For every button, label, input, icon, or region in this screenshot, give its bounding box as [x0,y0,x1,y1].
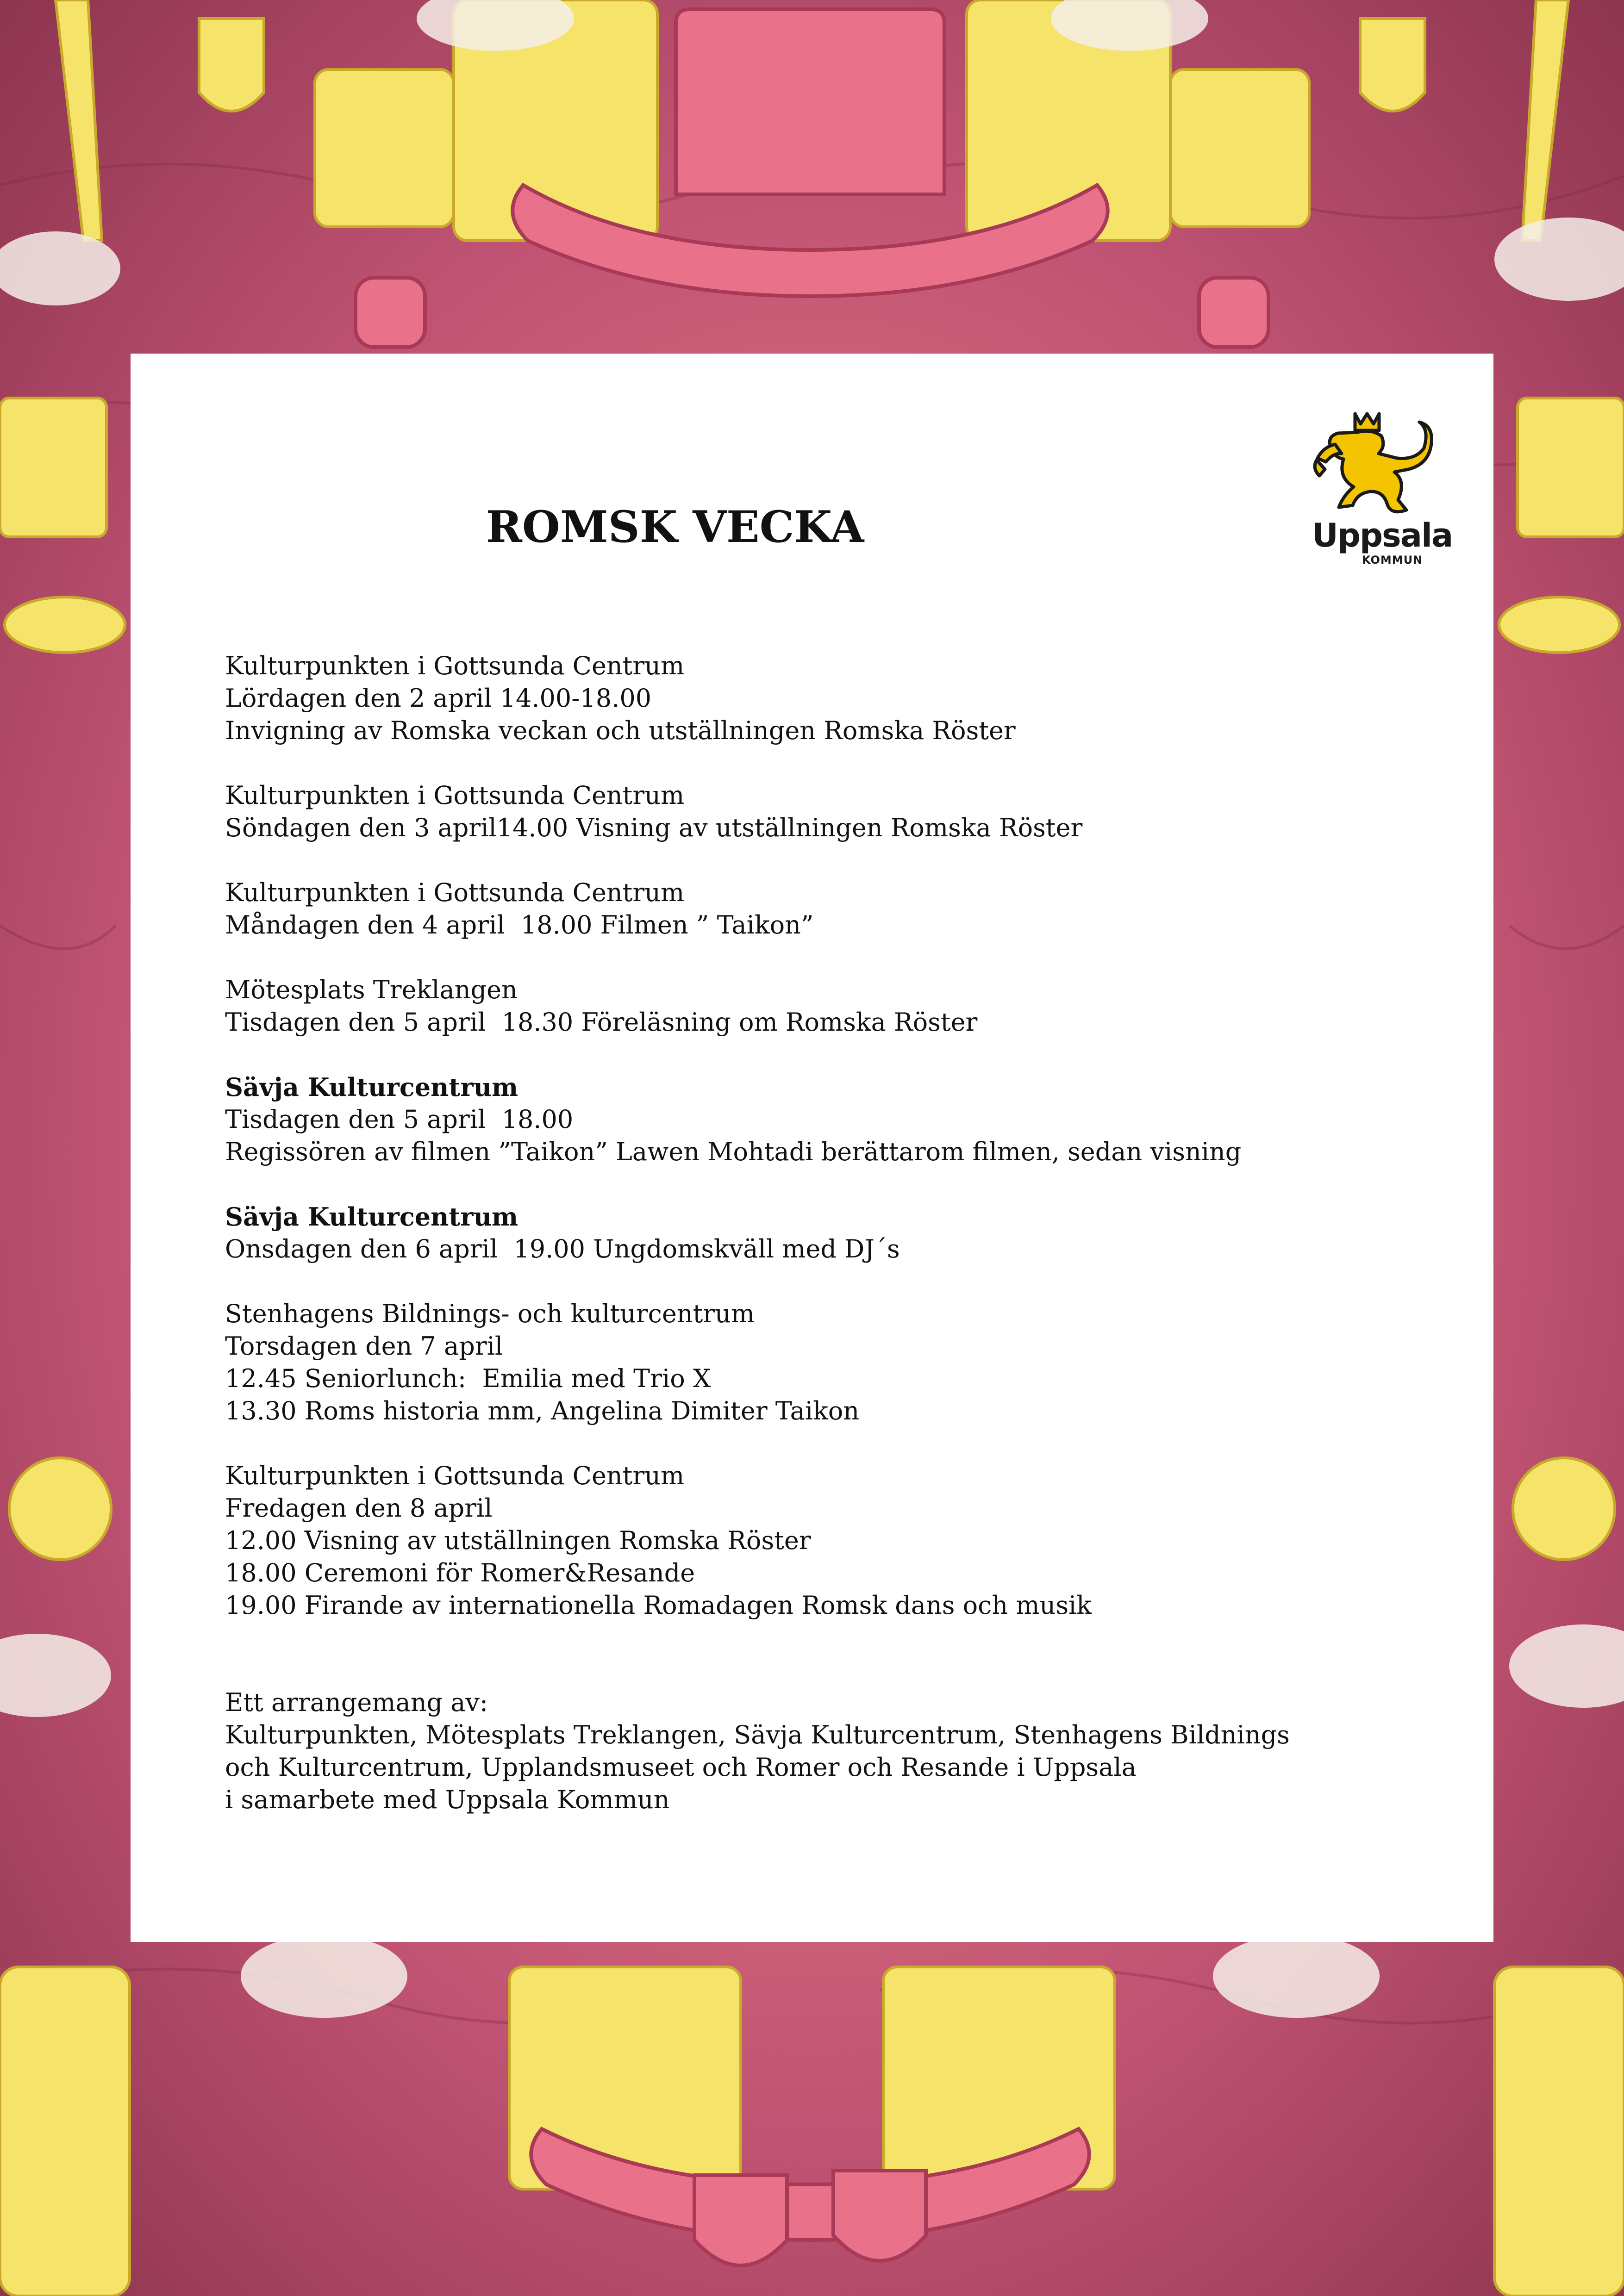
uppsala-kommun-logo [1306,409,1453,566]
event-block [225,1071,1429,1168]
event-venue: Kulturpunkten i Gottsunda Centrum [225,781,685,810]
credits-intro: Ett arrangemang av: [225,1688,488,1717]
event-venue: Sävja Kulturcentrum [225,1202,518,1232]
events-container [225,650,1429,1622]
event-venue: Mötesplats Treklangen [225,975,518,1004]
event-list [225,650,1429,1816]
event-block [225,1460,1429,1622]
credits-line: Kulturpunkten, Mötesplats Treklangen, Sävja Kulturcentrum, Stenhagens Bildnings [225,1720,1290,1749]
event-detail: 12.45 Seniorlunch: Emilia med Trio X [225,1364,711,1393]
logo-wordmark: Uppsala [1312,516,1453,554]
event-detail: Söndagen den 3 april14.00 Visning av utställningen Romska Röster [225,813,1083,842]
event-detail: Lördagen den 2 april 14.00-18.00 [225,684,652,713]
event-detail: Torsdagen den 7 april [225,1332,503,1361]
event-venue: Kulturpunkten i Gottsunda Centrum [225,1461,685,1490]
event-detail: Tisdagen den 5 april 18.30 Föreläsning om Romska Röster [225,1008,978,1037]
event-detail: Måndagen den 4 april 18.00 Filmen ” Taikon” [225,910,814,940]
logo-subtext: KOMMUN [1362,554,1423,566]
event-detail: 12.00 Visning av utställningen Romska Röster [225,1526,811,1555]
event-block [225,974,1429,1039]
event-block [225,779,1429,844]
program-card [131,354,1493,1942]
event-block [225,1201,1429,1265]
credits-line: i samarbete med Uppsala Kommun [225,1785,670,1814]
event-block [225,650,1429,747]
credits-line: och Kulturcentrum, Upplandsmuseet och Romer och Resande i Uppsala [225,1753,1137,1782]
event-block [225,1298,1429,1427]
event-venue: Kulturpunkten i Gottsunda Centrum [225,878,685,907]
event-detail: Fredagen den 8 april [225,1493,493,1523]
event-detail: 13.30 Roms historia mm, Angelina Dimiter Taikon [225,1396,860,1425]
event-detail: Invigning av Romska veckan och utställningen Romska Röster [225,716,1016,745]
lion-crest-icon [1306,409,1441,534]
event-venue: Stenhagens Bildnings- och kulturcentrum [225,1299,755,1328]
event-detail: Onsdagen den 6 april 19.00 Ungdomskväll med DJ´s [225,1234,900,1263]
event-detail: Tisdagen den 5 april 18.00 [225,1105,574,1134]
event-detail: Regissören av filmen ”Taikon” Lawen Mohtadi berättarom filmen, sedan visning [225,1137,1242,1166]
event-detail: 19.00 Firande av internationella Romadagen Romsk dans och musik [225,1591,1092,1620]
event-block [225,877,1429,941]
credits [225,1686,1429,1816]
event-venue: Sävja Kulturcentrum [225,1072,518,1102]
event-detail: 18.00 Ceremoni för Romer&Resande [225,1558,695,1587]
event-venue: Kulturpunkten i Gottsunda Centrum [225,651,685,680]
page-title: ROMSK VECKA [486,502,864,553]
